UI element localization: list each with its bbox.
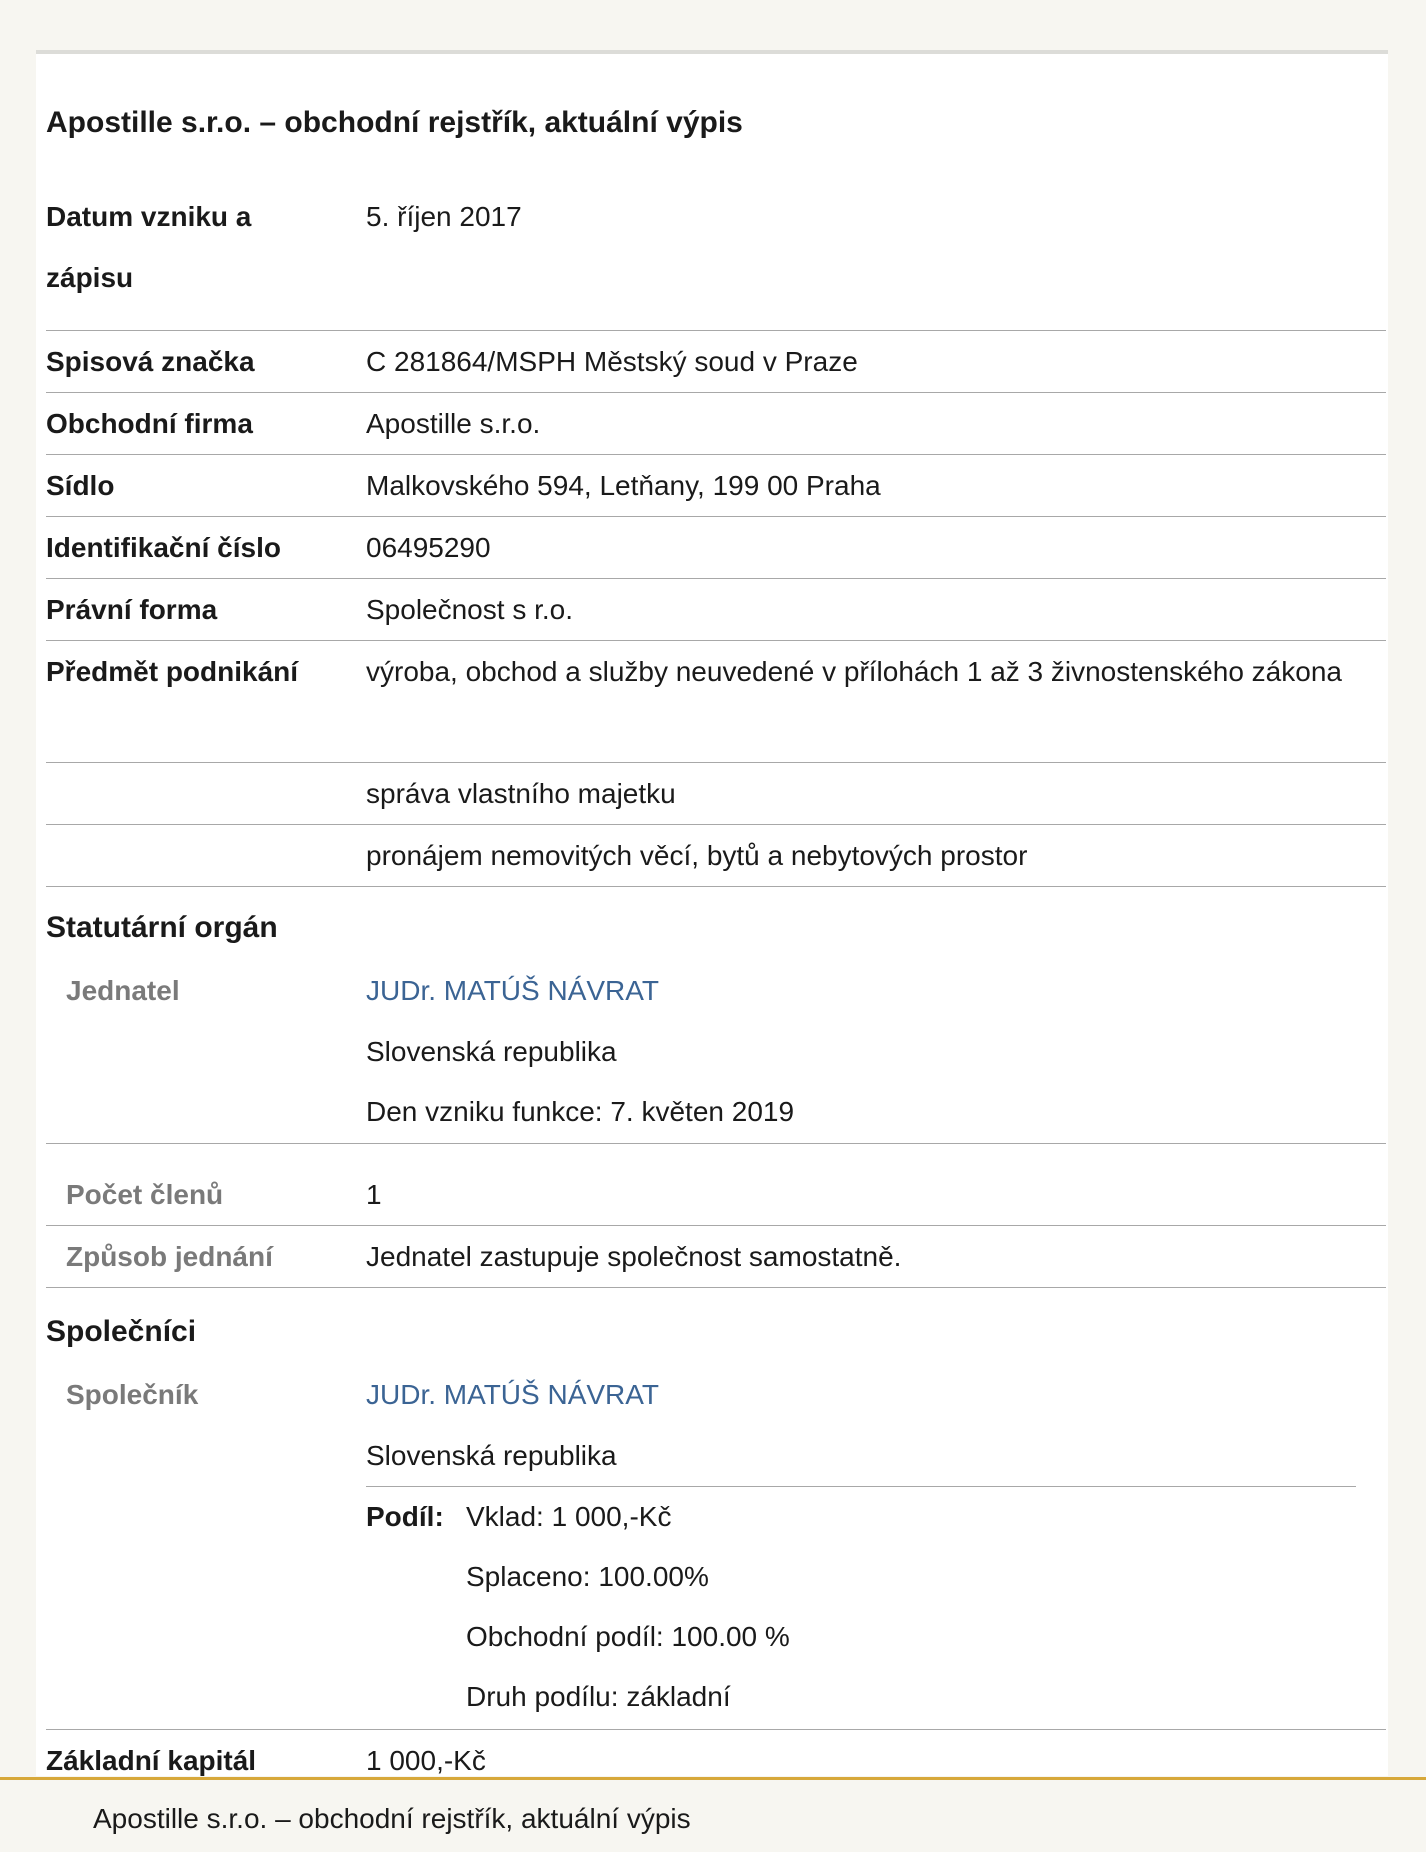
row-spisova-znacka [46,331,1386,393]
podil-vklad: Vklad: 1 000,-Kč [466,1501,672,1532]
identifikacni-cislo-value: 06495290 [366,532,491,563]
row-jednatel [46,960,1386,1144]
pravni-forma-label: Právní forma [46,594,218,625]
pravni-forma-value: Společnost s r.o. [366,594,574,625]
row-sidlo [46,455,1386,517]
row-identifikacni-cislo [46,517,1386,579]
row-datum-vzniku [46,186,1386,331]
predmet-podnikani-value-2: správa vlastního majetku [366,778,676,809]
sidlo-label: Sídlo [46,470,115,501]
footer [0,1777,1426,1852]
row-spolecnik [46,1364,1386,1730]
row-pravni-forma [46,579,1386,641]
jednatel-name-link[interactable]: JUDr. MATÚŠ NÁVRAT [366,975,659,1006]
spisova-znacka-value: C 281864/MSPH Městský soud v Praze [366,346,858,377]
footer-title: Apostille s.r.o. – obchodní rejstřík, aktuální výpis [93,1803,691,1834]
section-statutarni-organ: Statutární orgán [46,911,278,944]
predmet-podnikani-label: Předmět podnikání [46,656,299,687]
row-obchodni-firma [46,393,1386,455]
spolecnik-country: Slovenská republika [366,1440,617,1471]
jednatel-funkce: Den vzniku funkce: 7. květen 2019 [366,1096,795,1127]
pocet-clenu-label: Počet členů [66,1179,224,1210]
row-pocet-clenu [46,1164,1386,1226]
datum-vzniku-label: Datum vzniku a zápisu [46,201,252,293]
spisova-znacka-label: Spisová značka [46,346,255,377]
registry-card [36,50,1388,1776]
spolecnik-name-link[interactable]: JUDr. MATÚŠ NÁVRAT [366,1379,659,1410]
podil-obchodni: Obchodní podíl: 100.00 % [466,1621,790,1652]
zakladni-kapital-value: 1 000,-Kč [366,1745,486,1776]
pocet-clenu-value: 1 [366,1179,382,1210]
obchodni-firma-label: Obchodní firma [46,408,253,439]
page-title: Apostille s.r.o. – obchodní rejstřík, aktuální výpis [46,106,743,139]
identifikacni-cislo-label: Identifikační číslo [46,532,281,563]
jednatel-label: Jednatel [66,975,180,1006]
podil-label: Podíl: [366,1501,444,1532]
podil-splaceno: Splaceno: 100.00% [466,1561,709,1592]
podil-druh: Druh podílu: základní [466,1681,731,1712]
section-spolecnici: Společníci [46,1315,197,1348]
zpusob-jednani-value: Jednatel zastupuje společnost samostatně. [366,1241,902,1272]
obchodni-firma-value: Apostille s.r.o. [366,408,541,439]
row-predmet-podnikani-3 [46,825,1386,887]
spolecnik-label: Společník [66,1379,199,1410]
sidlo-value: Malkovského 594, Letňany, 199 00 Praha [366,470,881,501]
predmet-podnikani-value-1: výroba, obchod a služby neuvedené v přílohách 1 až 3 živnostenského zákona [366,656,1342,687]
row-predmet-podnikani-2 [46,763,1386,825]
zakladni-kapital-label: Základní kapitál [46,1745,257,1776]
zpusob-jednani-label: Způsob jednání [66,1241,273,1272]
datum-vzniku-value: 5. říjen 2017 [366,201,522,232]
row-zpusob-jednani [46,1226,1386,1288]
jednatel-country: Slovenská republika [366,1036,617,1067]
predmet-podnikani-value-3: pronájem nemovitých věcí, bytů a nebytových prostor [366,840,1028,871]
row-predmet-podnikani-1 [46,641,1386,763]
